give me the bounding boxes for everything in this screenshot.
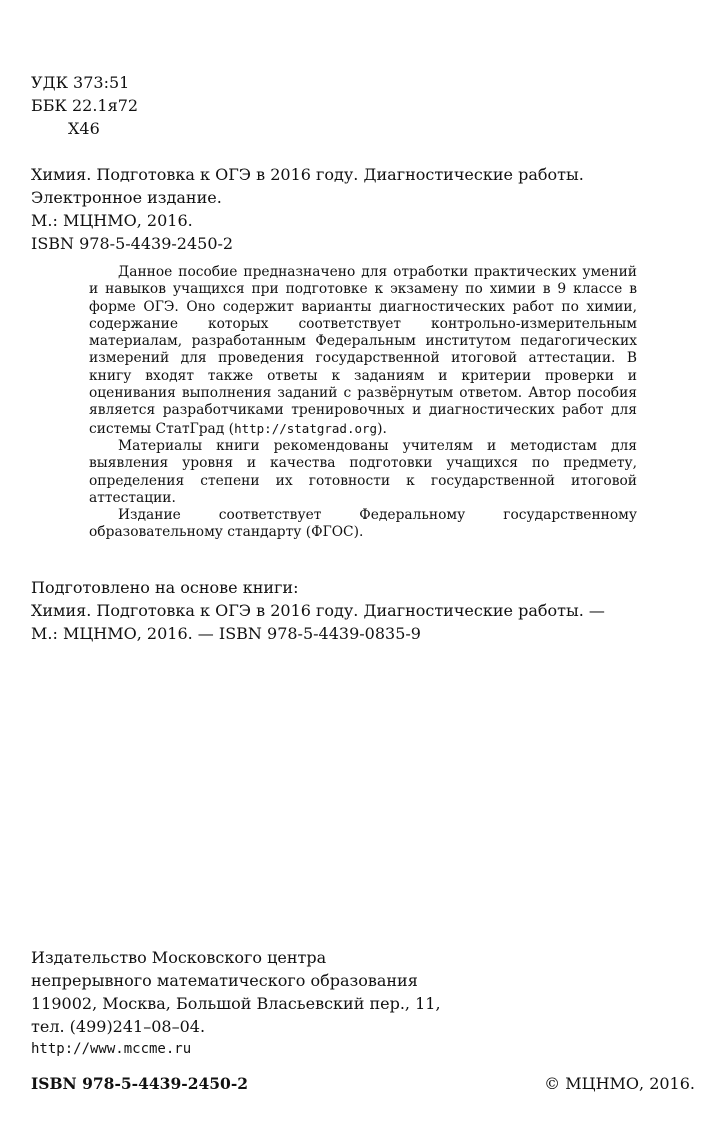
publisher-year: М.: МЦНМО, 2016. [31,211,193,230]
based-on-block [31,576,605,645]
edition-note: Электронное издание. [31,188,222,207]
statgrad-link[interactable]: http://statgrad.org [234,420,378,436]
abstract-p1-text: Данное пособие предназначено для отработки практических умений и навыков учащихся при подготовке к экзамену по химии в 9 классе в форме ОГЭ. Оно содержит варианты диагностических работ по химии, содержание которых соответствует контрольно-измерительным материалам, разработанным Федеральным институтом педагогических измерений для проведения государственной итоговой аттестации. В книгу входят также ответы к заданиям и критерии проверки и оценивания выполнения заданий с развёрнутым ответом. Автор пособия является разработчиками тренировочных и диагностических работ для системы СтатГрад ( [89,264,637,437]
udk-code: УДК 373:51 [31,73,130,92]
abstract-paragraph-1 [89,264,637,438]
publisher-website-link[interactable]: http://www.mccme.ru [31,1041,192,1057]
isbn: ISBN 978-5-4439-2450-2 [31,234,234,253]
classification-block [31,71,138,140]
footer-isbn: ISBN 978-5-4439-2450-2 [31,1074,249,1093]
bibliographic-record [31,163,584,255]
abstract-p1-end: ). [377,420,387,437]
book-title: Химия. Подготовка к ОГЭ в 2016 году. Диагностические работы. [31,165,584,184]
abstract-paragraph-3: Издание соответствует Федеральному государственному образовательному стандарту (ФГОС). [89,507,637,541]
publisher-name-line-2: непрерывного математического образования [31,971,418,990]
based-on-heading: Подготовлено на основе книги: [31,578,299,597]
copyright-notice: © МЦНМО, 2016. [544,1074,695,1093]
publisher-address: 119002, Москва, Большой Власьевский пер., 11, [31,994,441,1013]
publisher-phone: тел. (499)241–08–04. [31,1017,206,1036]
based-on-line-1: Химия. Подготовка к ОГЭ в 2016 году. Диагностические работы. — [31,601,605,620]
abstract [89,264,637,542]
bbk-code: ББК 22.1я72 [31,96,139,115]
based-on-line-2: М.: МЦНМО, 2016. — ISBN 978-5-4439-0835-9 [31,624,421,643]
abstract-paragraph-2: Материалы книги рекомендованы учителям и методистам для выявления уровня и качества подготовки учащихся по предмету, определения степени их готовности к государственной итоговой аттестации. [89,437,637,506]
author-mark: Х46 [68,119,100,138]
publisher-name-line-1: Издательство Московского центра [31,948,327,967]
publisher-info [31,946,441,1061]
